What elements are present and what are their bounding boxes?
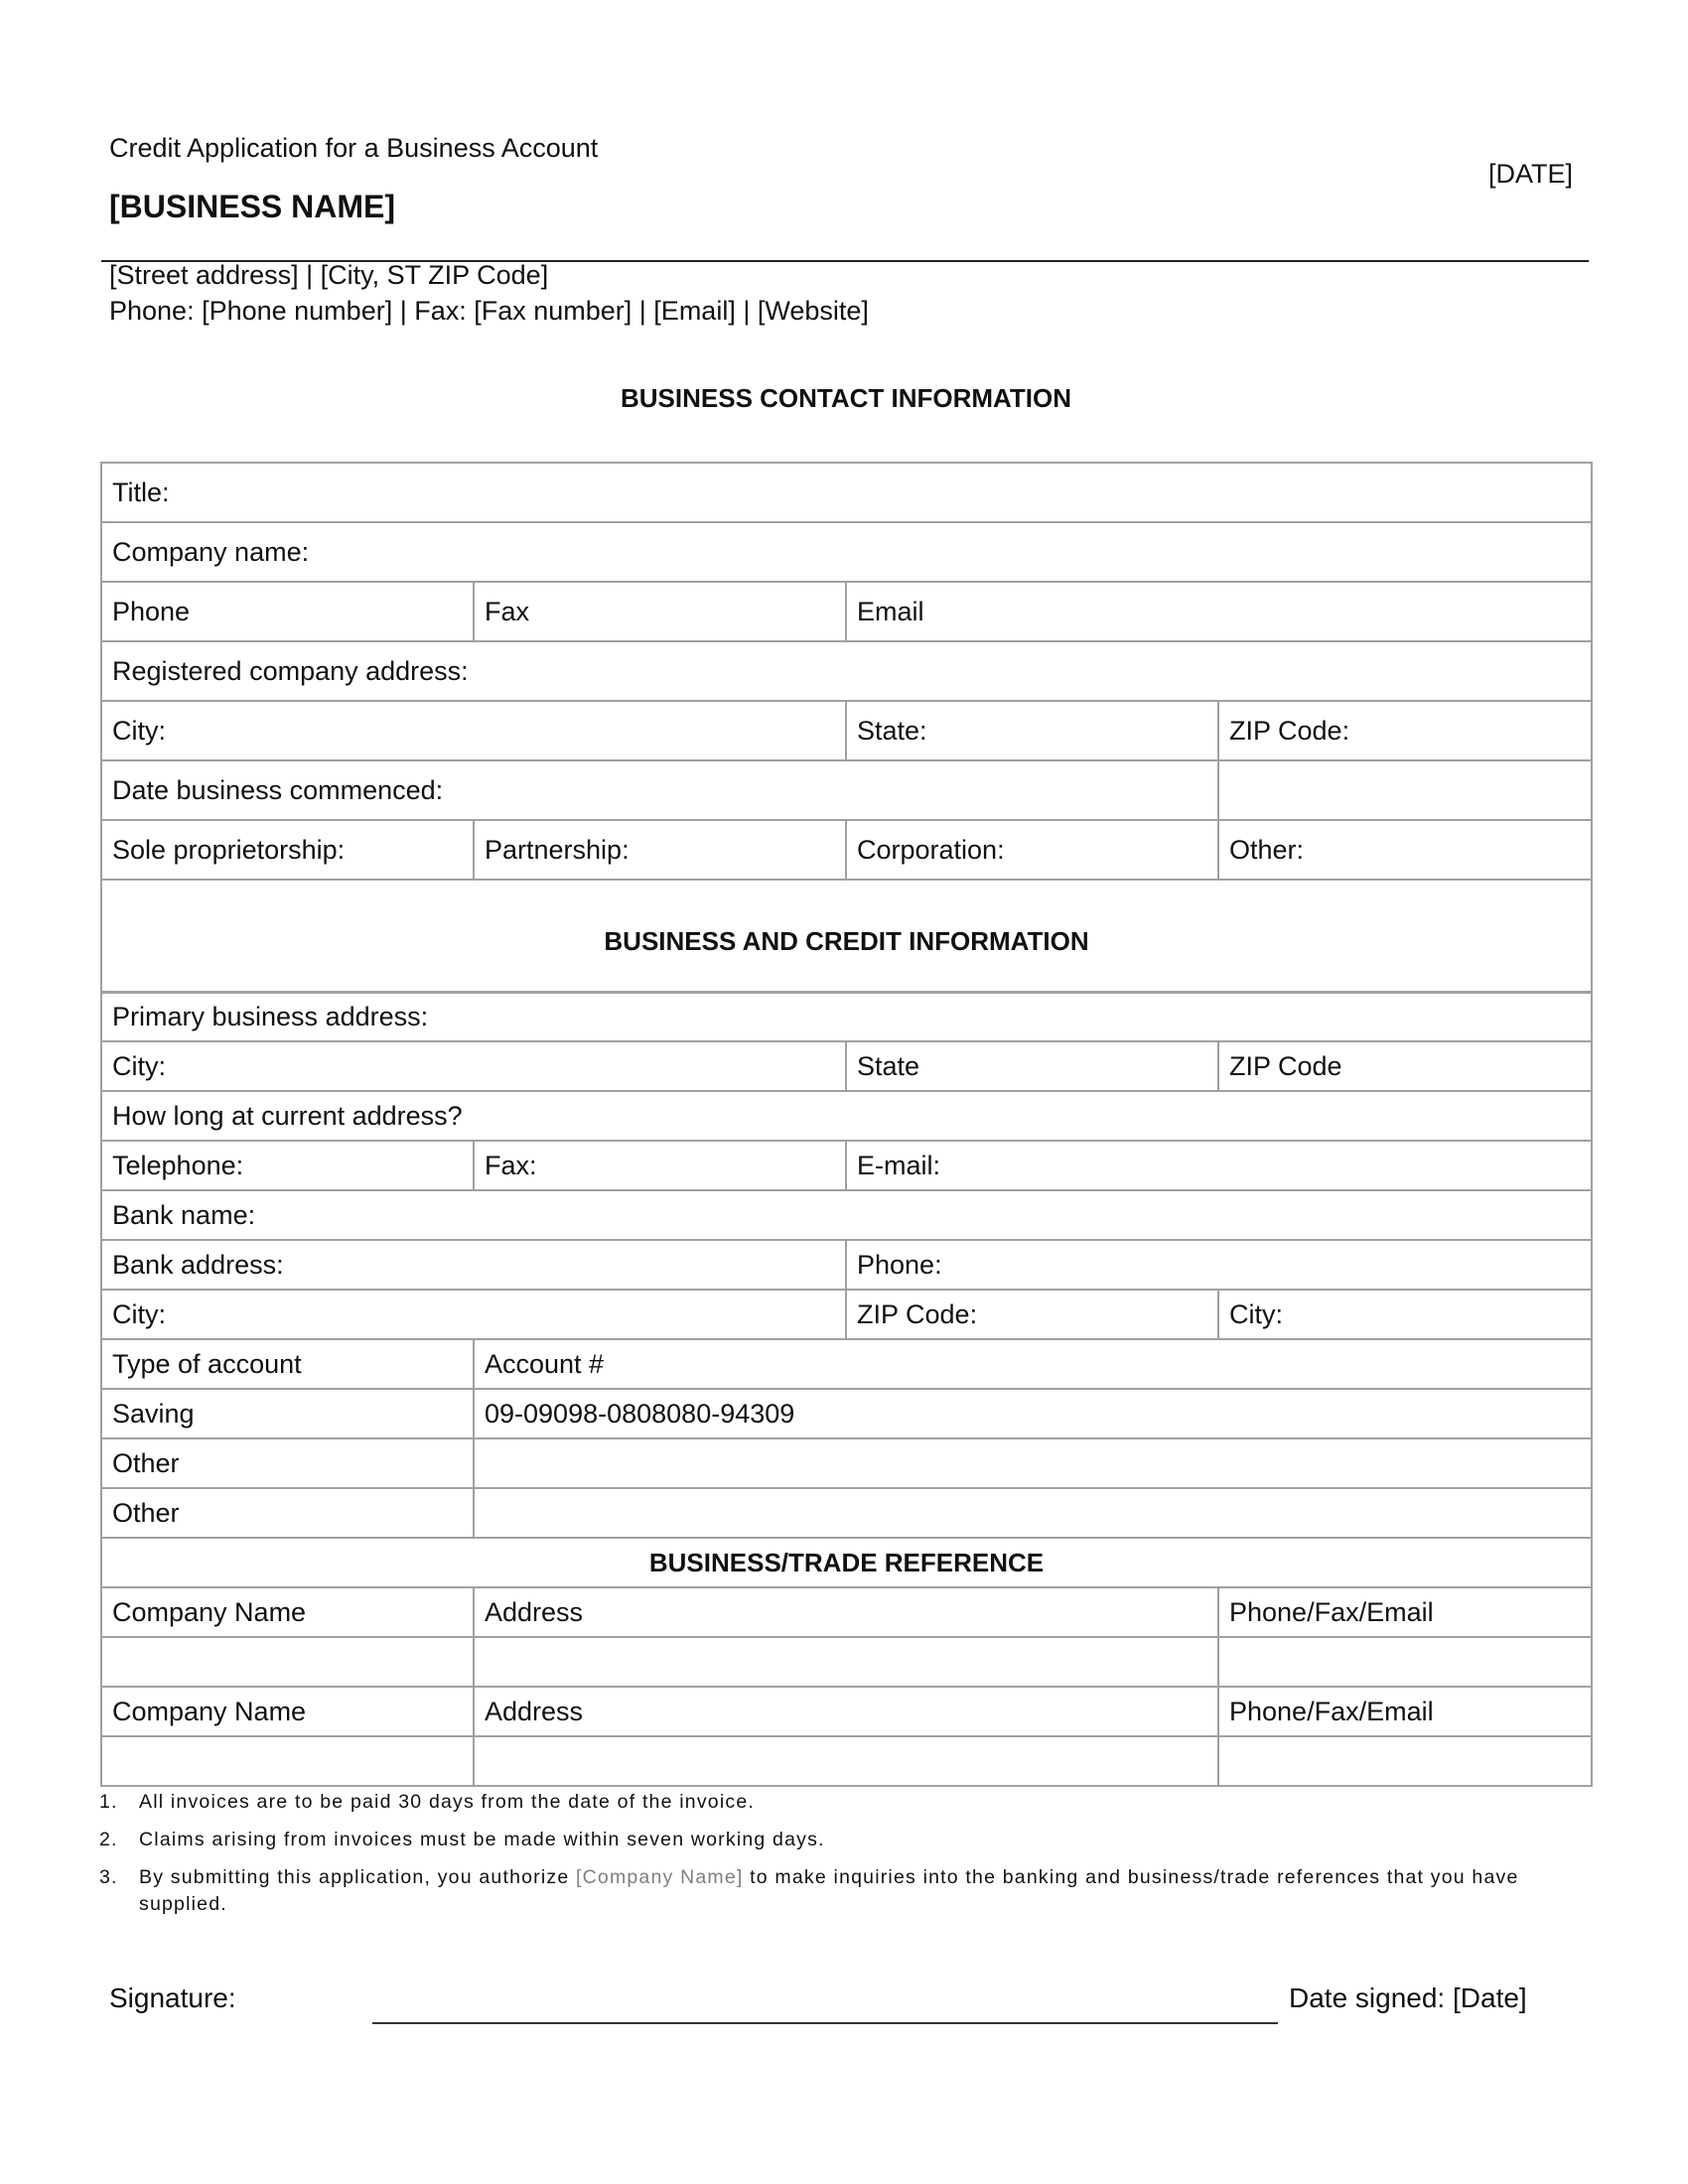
bank-phone-field[interactable]: Phone: <box>846 1240 1592 1290</box>
reference-contact-header: Phone/Fax/Email <box>1218 1587 1592 1637</box>
registered-address-field[interactable]: Registered company address: <box>101 641 1592 701</box>
table-row <box>101 463 1592 522</box>
reference-contact-cell[interactable] <box>1218 1736 1592 1786</box>
telephone-field[interactable]: Telephone: <box>101 1141 474 1190</box>
reference-company-header: Company Name <box>101 1687 474 1736</box>
primary-zip-field[interactable]: ZIP Code <box>1218 1041 1592 1091</box>
table-row <box>101 1538 1592 1587</box>
table-row <box>101 1389 1592 1438</box>
table-row <box>101 641 1592 701</box>
table-row <box>101 1637 1592 1687</box>
table-row <box>101 1041 1592 1091</box>
company-name-placeholder: [Company Name] <box>576 1866 744 1888</box>
list-number: 1. <box>99 1791 118 1813</box>
bank-city-field[interactable]: City: <box>101 1290 846 1339</box>
list-number: 3. <box>99 1866 118 1888</box>
signature-line[interactable] <box>372 2022 1278 2024</box>
signature-label: Signature: <box>109 1982 236 2013</box>
primary-state-field[interactable]: State <box>846 1041 1218 1091</box>
time-at-address-field[interactable]: How long at current address? <box>101 1091 1592 1141</box>
account-number-cell[interactable]: 09-09098-0808080-94309 <box>474 1389 1592 1438</box>
date-commenced-value[interactable] <box>1218 760 1592 820</box>
credit-email-field[interactable]: E-mail: <box>846 1141 1592 1190</box>
company-name-field[interactable]: Company name: <box>101 522 1592 582</box>
account-number-cell[interactable] <box>474 1488 1592 1538</box>
note-text: By submitting this application, you authorize <box>139 1866 576 1888</box>
table-row <box>101 1736 1592 1786</box>
business-name: [BUSINESS NAME] <box>109 189 396 224</box>
city-field[interactable]: City: <box>101 701 846 760</box>
table-row <box>101 1290 1592 1339</box>
table-row <box>101 582 1592 641</box>
state-field[interactable]: State: <box>846 701 1218 760</box>
section-heading-credit: BUSINESS AND CREDIT INFORMATION <box>101 880 1592 993</box>
table-row <box>101 1687 1592 1736</box>
reference-contact-header: Phone/Fax/Email <box>1218 1687 1592 1736</box>
note-text: Claims arising from invoices must be made within seven working days. <box>139 1829 825 1850</box>
document-title: Credit Application for a Business Account <box>109 133 599 163</box>
table-row <box>101 1240 1592 1290</box>
list-number: 2. <box>99 1829 118 1850</box>
bank-zip-field[interactable]: ZIP Code: <box>846 1290 1218 1339</box>
note-text: to make inquiries into the banking and business/trade references that you have supplied. <box>139 1866 1519 1915</box>
zip-code-field[interactable]: ZIP Code: <box>1218 701 1592 760</box>
section-heading-contact: BUSINESS CONTACT INFORMATION <box>620 383 1072 413</box>
bank-city-field-2[interactable]: City: <box>1218 1290 1592 1339</box>
account-type-cell[interactable]: Other <box>101 1488 474 1538</box>
account-number-header: Account # <box>474 1339 1592 1389</box>
title-field[interactable]: Title: <box>101 463 1592 522</box>
list-item <box>99 1864 1559 1918</box>
reference-address-header: Address <box>474 1687 1218 1736</box>
business-address: [Street address] | [City, ST ZIP Code] <box>109 260 549 290</box>
note-text: All invoices are to be paid 30 days from the date of the invoice. <box>139 1791 755 1813</box>
table-row <box>101 1190 1592 1240</box>
table-row <box>101 1438 1592 1488</box>
list-item <box>99 1789 1559 1816</box>
business-contact-line: Phone: [Phone number] | Fax: [Fax number] | [Email] | [Website] <box>109 296 869 326</box>
table-row <box>101 1587 1592 1637</box>
table-row <box>101 1488 1592 1538</box>
table-row <box>101 880 1592 993</box>
contact-info-table <box>100 462 1593 994</box>
table-row <box>101 820 1592 880</box>
sole-proprietorship-field[interactable]: Sole proprietorship: <box>101 820 474 880</box>
bank-name-field[interactable]: Bank name: <box>101 1190 1592 1240</box>
partnership-field[interactable]: Partnership: <box>474 820 846 880</box>
other-entity-field[interactable]: Other: <box>1218 820 1592 880</box>
reference-address-header: Address <box>474 1587 1218 1637</box>
credit-info-table <box>100 991 1593 1787</box>
primary-address-field[interactable]: Primary business address: <box>101 992 1592 1041</box>
fax-field[interactable]: Fax <box>474 582 846 641</box>
primary-city-field[interactable]: City: <box>101 1041 846 1091</box>
account-type-cell[interactable]: Other <box>101 1438 474 1488</box>
account-number-cell[interactable] <box>474 1438 1592 1488</box>
reference-address-cell[interactable] <box>474 1637 1218 1687</box>
credit-fax-field[interactable]: Fax: <box>474 1141 846 1190</box>
account-type-cell[interactable]: Saving <box>101 1389 474 1438</box>
reference-company-cell[interactable] <box>101 1736 474 1786</box>
document-date: [DATE] <box>1487 159 1573 189</box>
reference-company-cell[interactable] <box>101 1637 474 1687</box>
table-row <box>101 1091 1592 1141</box>
table-row <box>101 760 1592 820</box>
bank-address-field[interactable]: Bank address: <box>101 1240 846 1290</box>
reference-contact-cell[interactable] <box>1218 1637 1592 1687</box>
table-row <box>101 1141 1592 1190</box>
phone-field[interactable]: Phone <box>101 582 474 641</box>
list-item <box>99 1827 1559 1853</box>
reference-address-cell[interactable] <box>474 1736 1218 1786</box>
reference-company-header: Company Name <box>101 1587 474 1637</box>
account-type-header: Type of account <box>101 1339 474 1389</box>
email-field[interactable]: Email <box>846 582 1592 641</box>
table-row <box>101 701 1592 760</box>
table-row <box>101 992 1592 1041</box>
table-row <box>101 1339 1592 1389</box>
section-heading-trade: BUSINESS/TRADE REFERENCE <box>101 1538 1592 1587</box>
corporation-field[interactable]: Corporation: <box>846 820 1218 880</box>
date-commenced-field[interactable]: Date business commenced: <box>101 760 1218 820</box>
terms-list <box>99 1789 1559 1929</box>
date-signed: Date signed: [Date] <box>1289 1982 1527 2013</box>
table-row <box>101 522 1592 582</box>
